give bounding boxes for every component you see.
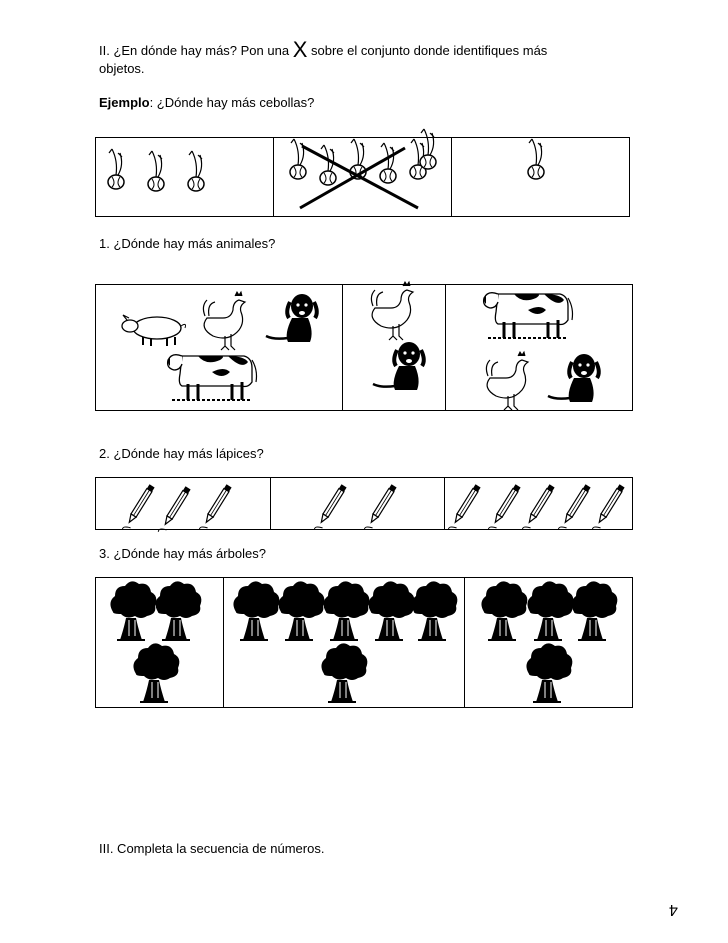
question-3: 3. ¿Dónde hay más árboles?	[99, 546, 266, 561]
tree-icon	[321, 643, 367, 702]
tree-icon	[368, 581, 414, 640]
tree-icon	[323, 581, 369, 640]
tree-icon	[133, 643, 179, 702]
example-text: : ¿Dónde hay más cebollas?	[149, 95, 315, 110]
question-2: 2. ¿Dónde hay más lápices?	[99, 446, 264, 461]
question-1: 1. ¿Dónde hay más animales?	[99, 236, 276, 251]
example-label: Ejemplo	[99, 95, 150, 110]
tree-icon	[233, 581, 279, 640]
page-number: 4	[669, 901, 678, 918]
tree-icon	[278, 581, 324, 640]
section3-instruction: III. Completa la secuencia de números.	[99, 841, 325, 856]
instruction-end: sobre el conjunto donde identifiques más	[307, 43, 548, 58]
instruction-start: II. ¿En dónde hay más? Pon una	[99, 43, 293, 58]
tree-icon	[481, 581, 527, 640]
tree-icon	[527, 581, 573, 640]
tree-icon	[110, 581, 156, 640]
tree-icon	[571, 581, 617, 640]
tree-icon	[526, 643, 572, 702]
section2-instruction-line2: objetos.	[99, 61, 145, 76]
tree-icon	[155, 581, 201, 640]
instruction-x: X	[292, 37, 308, 62]
tree-icon	[411, 581, 457, 640]
